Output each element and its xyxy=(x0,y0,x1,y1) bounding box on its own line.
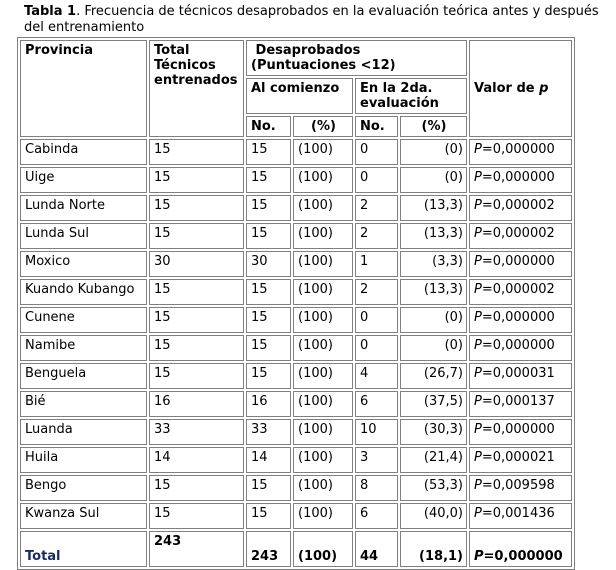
table-row: Bié 16 16 (100) 6 (37,5) P=0,000137 xyxy=(20,391,572,417)
table-row: Kwanza Sul 15 15 (100) 6 (40,0) P=0,001436 xyxy=(20,503,572,529)
header-al-comienzo: Al comienzo xyxy=(246,78,353,114)
header-no-1: No. xyxy=(246,116,291,137)
results-table xyxy=(17,37,575,570)
header-desaprobados: Desaprobados (Puntuaciones <12) xyxy=(246,40,467,76)
table-row: Lunda Sul 15 15 (100) 2 (13,3) P=0,000002 xyxy=(20,223,572,249)
total-label: Total xyxy=(20,531,147,567)
table-row: Cunene 15 15 (100) 0 (0) P=0,000000 xyxy=(20,307,572,333)
table-row: Kuando Kubango 15 15 (100) 2 (13,3) P=0,000002 xyxy=(20,279,572,305)
table-row: Namibe 15 15 (100) 0 (0) P=0,000000 xyxy=(20,335,572,361)
header-pct-2: (%) xyxy=(400,116,467,137)
header-total: Total Técnicos entrenados xyxy=(149,40,244,137)
header-segunda-evaluacion: En la 2da. evaluación xyxy=(355,78,467,114)
table-row: Uige 15 15 (100) 0 (0) P=0,000000 xyxy=(20,167,572,193)
table-row: Luanda 33 33 (100) 10 (30,3) P=0,000000 xyxy=(20,419,572,445)
table-row: Bengo 15 15 (100) 8 (53,3) P=0,009598 xyxy=(20,475,572,501)
table-row: Huila 14 14 (100) 3 (21,4) P=0,000021 xyxy=(20,447,572,473)
header-valor-p: Valor de p xyxy=(469,40,572,137)
header-provincia: Provincia xyxy=(20,40,147,137)
table-row: Lunda Norte 15 15 (100) 2 (13,3) P=0,000002 xyxy=(20,195,572,221)
header-pct-1: (%) xyxy=(293,116,353,137)
table-row: Benguela 15 15 (100) 4 (26,7) P=0,000031 xyxy=(20,363,572,389)
header-no-2: No. xyxy=(355,116,398,137)
total-value: 243 xyxy=(149,531,244,567)
caption-text: . Frecuencia de técnicos desaprobados en la evaluación teórica antes y después xyxy=(76,4,599,19)
caption-text-line2: del entrenamiento xyxy=(24,20,145,35)
total-row: Total 243 243 (100) 44 (18,1) P=0,000000 xyxy=(20,531,572,567)
caption-label: Tabla 1 xyxy=(24,4,77,19)
table-row: Cabinda 15 15 (100) 0 (0) P=0,000000 xyxy=(20,139,572,165)
table-row: Moxico 30 30 (100) 1 (3,3) P=0,000000 xyxy=(20,251,572,277)
table-caption xyxy=(24,4,616,36)
